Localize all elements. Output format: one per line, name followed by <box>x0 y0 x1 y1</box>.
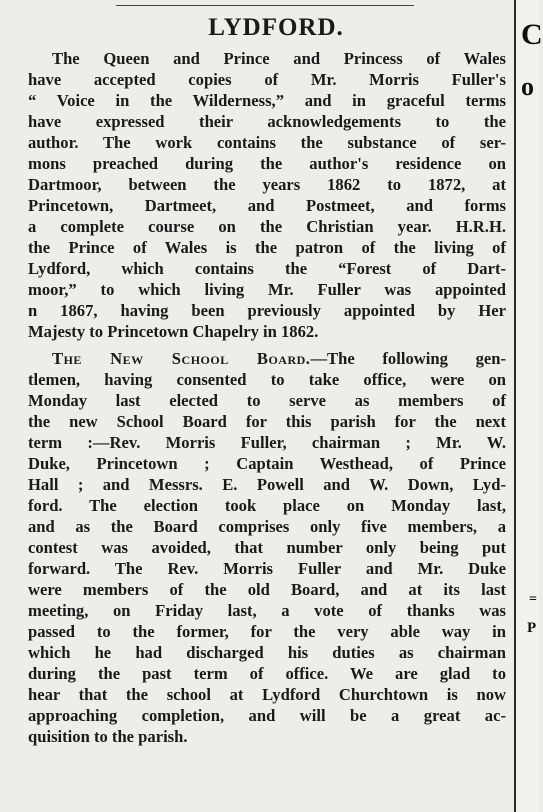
text-line: Majesty to Princetown Chapelry in 1862. <box>28 322 319 341</box>
section-heading: The New School Board. <box>52 349 311 368</box>
text-line: contest was avoided, that number only being put <box>28 538 506 557</box>
text-line: the Prince of Wales is the patron of the living of <box>28 238 506 257</box>
text-line <box>28 348 506 369</box>
text-line: meeting, on Friday last, a vote of thanks was <box>28 601 506 620</box>
adjacent-column <box>516 0 539 812</box>
text-line: moor,” to which living Mr. Fuller was appointed <box>28 280 506 299</box>
text-line: n 1867, having been previously appointed by Her <box>28 301 506 320</box>
text-line: the new School Board for this parish for the next <box>28 412 506 431</box>
edge-fragment-top: C <box>521 18 543 51</box>
text-line: Dartmoor, between the years 1862 to 1872, at <box>28 175 506 194</box>
text-line: during the past term of office. We are glad to <box>28 664 506 683</box>
top-rule <box>116 5 414 6</box>
text-line: author. The work contains the substance of ser- <box>28 133 506 152</box>
text-line: “ Voice in the Wilderness,” and in graceful terms <box>28 91 506 110</box>
text-line: Princetown, Dartmeet, and Postmeet, and forms <box>28 196 506 215</box>
article-lydford <box>28 14 506 747</box>
paragraph-school-board <box>28 348 506 747</box>
text-line: mons preached during the author's residence on <box>28 154 506 173</box>
text-line: hear that the school at Lydford Churchtown is now <box>28 685 506 704</box>
article-title: LYDFORD. <box>208 14 344 41</box>
text-line: and as the Board comprises only five members, a <box>28 517 506 536</box>
edge-fragment-mid: = <box>529 592 537 607</box>
text-line: Lydford, which contains the “Forest of Dart- <box>28 259 506 278</box>
column-divider <box>514 0 516 812</box>
text-line: were members of the old Board, and at its last <box>28 580 506 599</box>
text-line: Duke, Princetown ; Captain Westhead, of Prince <box>28 454 506 473</box>
text-line: Hall ; and Messrs. E. Powell and W. Down, Lyd- <box>28 475 506 494</box>
text-run: —The following gen- <box>310 349 506 368</box>
text-line: a complete course on the Christian year. H.R.H. <box>28 217 506 236</box>
text-line: tlemen, having consented to take office, were on <box>28 370 506 389</box>
text-line: approaching completion, and will be a great ac- <box>28 706 506 725</box>
paragraph-royal-acceptance <box>28 48 506 342</box>
text-line: forward. The Rev. Morris Fuller and Mr. Duke <box>28 559 506 578</box>
text-line: The Queen and Prince and Princess of Wales <box>52 49 506 68</box>
text-line: Monday last elected to serve as members of <box>28 391 506 410</box>
text-line: passed to the former, for the very able way in <box>28 622 506 641</box>
text-line: ford. The election took place on Monday last, <box>28 496 506 515</box>
edge-fragment-second: o <box>521 72 534 101</box>
text-line: have accepted copies of Mr. Morris Fuller's <box>28 70 506 89</box>
text-line: have expressed their acknowledgements to the <box>28 112 506 131</box>
edge-fragment-lower: P <box>527 620 537 636</box>
text-line: quisition to the parish. <box>28 727 188 746</box>
text-line: term :—Rev. Morris Fuller, chairman ; Mr. W. <box>28 433 506 452</box>
text-line: which he had discharged his duties as chairman <box>28 643 506 662</box>
